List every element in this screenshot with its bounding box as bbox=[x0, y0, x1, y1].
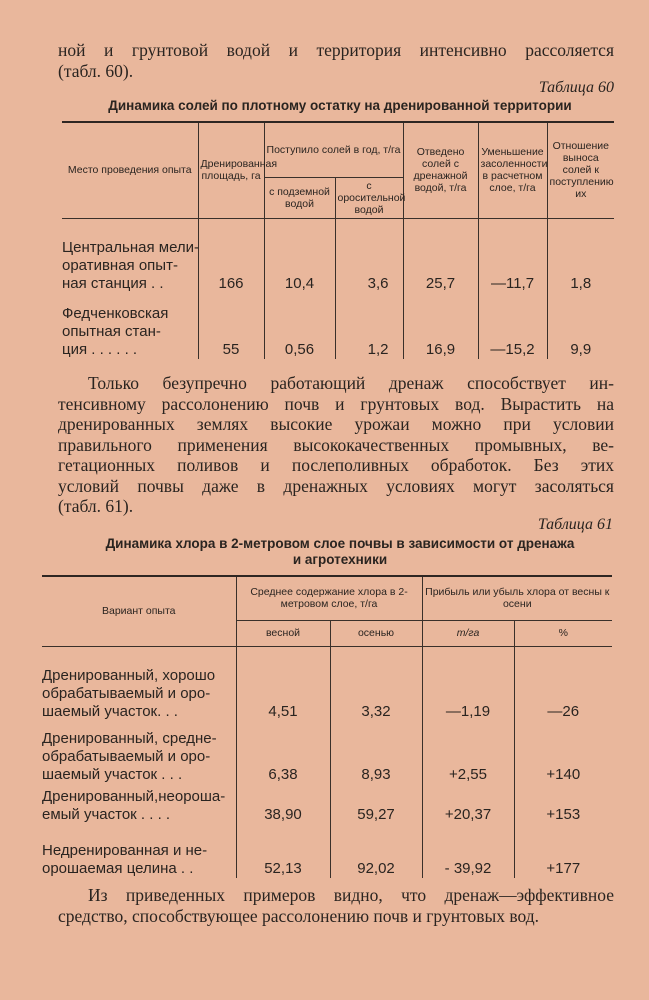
cell-autumn: 8,93 bbox=[330, 721, 422, 784]
table-60-number: Таблица 60 bbox=[538, 79, 614, 96]
header-place: Место проведения опыта bbox=[62, 122, 198, 218]
cell-area: 55 bbox=[198, 293, 264, 359]
header-variant: Вариант опыта bbox=[42, 576, 236, 646]
cell-spring: 6,38 bbox=[236, 721, 330, 784]
bottom-paragraph bbox=[58, 885, 614, 926]
cell-irrigation: 1,2 bbox=[335, 293, 403, 359]
cell-percent: +153 bbox=[514, 784, 612, 824]
cell-area: 166 bbox=[198, 233, 264, 293]
cell-tha: - 39,92 bbox=[422, 824, 514, 878]
table-60-title: Динамика солей по плотному остатку на дренированной территории bbox=[108, 98, 572, 113]
header-ratio: Отношение выноса солей к поступлению их bbox=[547, 122, 614, 218]
table-row bbox=[42, 661, 612, 721]
row-label: Федченковская опытная стан- ция . . . . . . bbox=[62, 304, 169, 358]
table-60 bbox=[62, 121, 614, 359]
text-line: Только безупречно работающий дренаж способствует ин- bbox=[88, 373, 614, 393]
header-spring: весной bbox=[236, 620, 330, 646]
cell-irrigation: 3,6 bbox=[335, 233, 403, 293]
header-profit: Прибыль или убыль хлора от весны к осени bbox=[422, 576, 612, 620]
header-area: Дренированная площадь, га bbox=[198, 122, 264, 218]
text-line: гетационных поливов и послеполивных обработок. Без этих bbox=[58, 455, 614, 475]
cell-ratio: 1,8 bbox=[547, 233, 614, 293]
cell-tha: —1,19 bbox=[422, 661, 514, 721]
header-decrease: Уменьшение засоленности в расчетном слое, т/га bbox=[478, 122, 547, 218]
top-paragraph bbox=[58, 40, 614, 81]
row-label: Центральная мели- оративная опыт- ная станция . . bbox=[62, 238, 200, 292]
text-line: условий почвы даже в дренажных условиях могут засоляться bbox=[58, 475, 614, 496]
row-label: Дренированный, хорошо обрабатываемый и оро- шаемый участок. . . bbox=[42, 666, 216, 720]
text-line: (табл. 61). bbox=[58, 496, 134, 516]
cell-removed: 25,7 bbox=[403, 233, 478, 293]
table-61 bbox=[42, 575, 612, 878]
table-row bbox=[42, 721, 612, 784]
text-line: Из приведенных примеров видно, что дренаж—эффективное bbox=[88, 885, 614, 905]
header-removed: Отведено солей с дренажной водой, т/га bbox=[403, 122, 478, 218]
header-received: Поступило солей в год, т/га bbox=[264, 122, 403, 177]
header-tha: т/га bbox=[422, 620, 514, 646]
header-autumn: осенью bbox=[330, 620, 422, 646]
cell-percent: +177 bbox=[514, 824, 612, 878]
header-irrigation: с оросительной водой bbox=[335, 177, 403, 218]
text-line: средство, способствующее рассолонению почв и грунтовых вод. bbox=[58, 905, 540, 926]
text-line: (табл. 60). bbox=[58, 60, 134, 81]
text-line: правильного применения высококачественных промывных, ве- bbox=[58, 434, 614, 455]
table-row bbox=[42, 784, 612, 824]
table-row bbox=[62, 293, 614, 359]
row-label: Дренированный,неороша- емый участок . . . . bbox=[42, 787, 226, 823]
cell-tha: +2,55 bbox=[422, 721, 514, 784]
cell-autumn: 92,02 bbox=[330, 824, 422, 878]
cell-spring: 38,90 bbox=[236, 784, 330, 824]
cell-decrease: —15,2 bbox=[478, 293, 547, 359]
cell-decrease: —11,7 bbox=[478, 233, 547, 293]
cell-tha: +20,37 bbox=[422, 784, 514, 824]
row-label: Дренированный, средне- обрабатываемый и оро- шаемый участок . . . bbox=[42, 729, 217, 783]
row-label: Недренированная и не- орошаемая целина . . bbox=[42, 841, 208, 877]
table-row bbox=[62, 233, 614, 293]
cell-autumn: 3,32 bbox=[330, 661, 422, 721]
table-61-number: Таблица 61 bbox=[537, 516, 613, 533]
header-underground: с подземной водой bbox=[264, 177, 335, 218]
header-percent: % bbox=[514, 620, 612, 646]
cell-percent: —26 bbox=[514, 661, 612, 721]
header-average: Среднее содержание хлора в 2-метровом слое, т/га bbox=[236, 576, 422, 620]
cell-percent: +140 bbox=[514, 721, 612, 784]
middle-paragraph bbox=[58, 373, 614, 517]
cell-autumn: 59,27 bbox=[330, 784, 422, 824]
cell-spring: 4,51 bbox=[236, 661, 330, 721]
text-line: тенсивному рассолонению почв и грунтовых вод. Вырастить на bbox=[58, 393, 614, 414]
text-line: дренированных землях высокие урожаи можно при условии bbox=[58, 414, 614, 434]
cell-underground: 10,4 bbox=[264, 233, 335, 293]
cell-removed: 16,9 bbox=[403, 293, 478, 359]
table-61-title: Динамика хлора в 2-метровом слое почвы в зависимости от дренажа и агротехники bbox=[105, 536, 575, 567]
cell-underground: 0,56 bbox=[264, 293, 335, 359]
cell-spring: 52,13 bbox=[236, 824, 330, 878]
table-row bbox=[42, 824, 612, 878]
text-line: ной и грунтовой водой и территория интенсивно рассоляется bbox=[58, 40, 614, 60]
cell-ratio: 9,9 bbox=[547, 293, 614, 359]
